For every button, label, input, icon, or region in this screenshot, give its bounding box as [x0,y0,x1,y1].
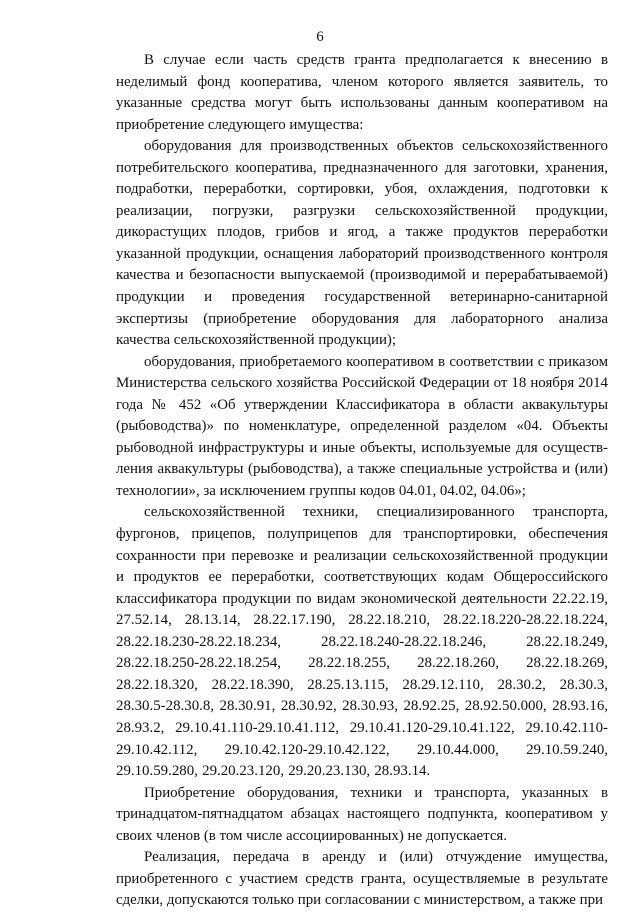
paragraph-machinery-codes: сельскохозяйственной техники, специализированного транспорта, фургонов, прицепов, полуприцепов для транспортировки, обеспечения сохранности при перевозке и реализации сельскохозяйственной продукции и продуктов ее переработки, соответствующих кодам Общероссийского классификатора продукции по видам экономической деятельности 22.22.19, 27.52.14, 28.13.14, 28.22.17.190, 28.22.18.210, 28.22.18.220-28.22.18.224, 28.22.18.230-28.22.18.234, 28.22.18.240-28.22.18.246, 28.22.18.249, 28.22.18.250-28.22.18.254, 28.22.18.255, 28.22.18.260, 28.22.18.269, 28.22.18.320, 28.22.18.390, 28.25.13.115, 28.29.12.110, 28.30.2, 28.30.3, 28.30.5-28.30.8, 28.30.91, 28.30.92, 28.30.93, 28.92.25, 28.92.50.000, 28.93.16, 28.93.2, 29.10.41.110-29.10.41.112, 29.10.41.120-29.10.41.122, 29.10.42.110-29.10.42.112, 29.10.42.120-29.10.42.122, 29.10.44.000, 29.10.59.240, 29.10.59.280, 29.20.23.120, 29.20.23.130, 28.93.14. [116,504,608,780]
document-body [116,50,608,912]
paragraph-equipment-aquaculture: оборудования, приобретаемого кооперативом в соответствии с приказом Министерства сельского хозяйства Российской Федерации от 18 ноября 2014 года № 452 «Об утверждении Классификатора в области аквакультуры (рыбоводства)» по номенклатуре, определенной разделом «04. Объекты рыбоводной инфраструктуры и иные объекты, используемые для осуществления аквакультуры (рыбоводства), а также специальные устройства и (или) технологии», за исключением группы кодов 04.01, 04.02, 04.06»; [116,353,608,499]
paragraph-disposal-conditions: Реализация, передача в аренду и (или) отчуждение имущества, приобретенного с участием средств гранта, осуществляемые в результате сделки, допускаются только при согласовании с министерством, а также при [116,849,608,909]
page-number: 6 [316,29,324,45]
paragraph-equipment-production: оборудования для производственных объектов сельскохозяйственного потребительского кооператива, предназначенного для заготовки, хранения, подработки, переработки, сортировки, убоя, охлаждения, подготовки к реализации, погрузки, разгрузки сельскохозяйственной продукции, дикорастущих плодов, грибов и ягод, а также продуктов переработки указанной продукции, оснащения лабораторий производственного контроля качества и безопасности выпускаемой (производимой и перерабатываемой) продукции и проведения государственной ветеринарно-санитарной экспертизы (приобретение оборудования для лабораторного анализа качества сельскохозяйственной продукции); [116,138,608,349]
paragraph-purchase-restriction: Приобретение оборудования, техники и транспорта, указанных в тринадцатом-пятнадцатом абзацах настоящего подпункта, кооперативом у своих членов (в том числе ассоциированных) не допускается. [116,784,608,844]
paragraph-intro: В случае если часть средств гранта предполагается к внесению в неделимый фонд кооператива, членом которого является заявитель, то указанные средства могут быть использованы данным кооперативом на приобретение следующего имущества: [116,52,608,133]
